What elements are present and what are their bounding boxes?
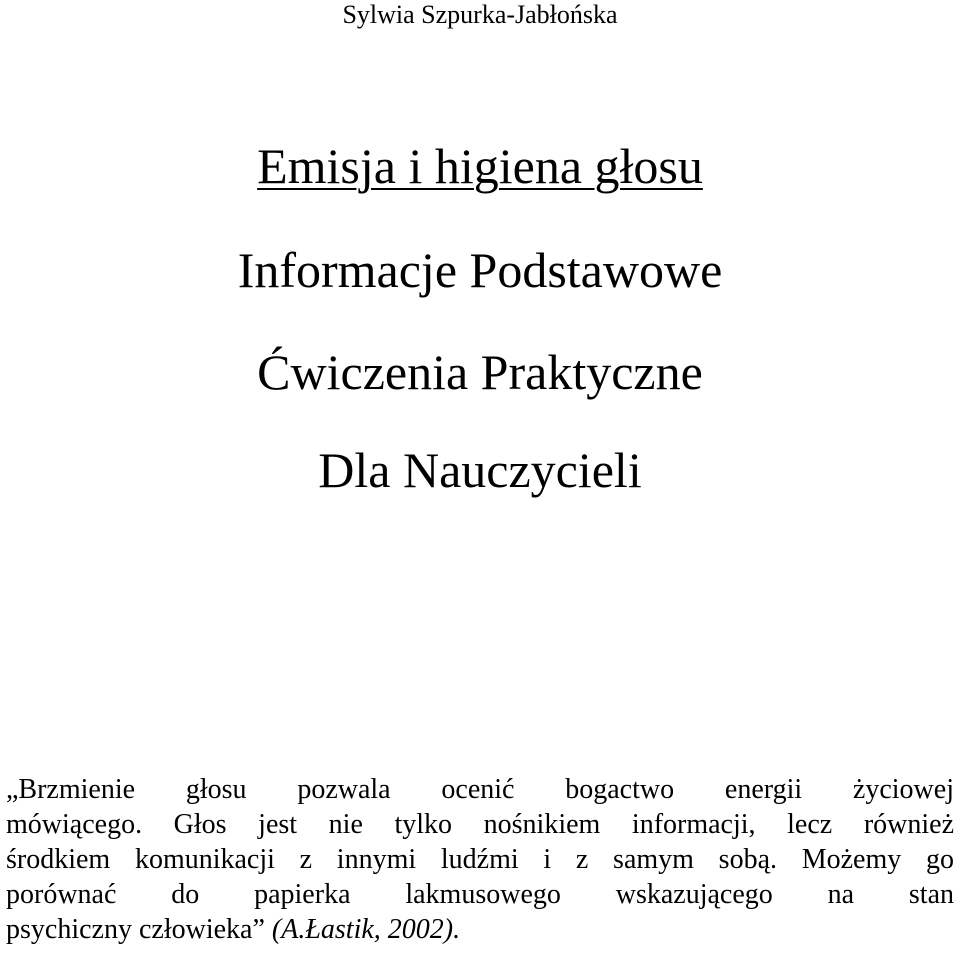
quote-line: mówiącego. Głos jest nie tylko nośnikiem informacji, lecz również (6, 809, 954, 840)
subtitle-for-teachers: Dla Nauczycieli (318, 442, 642, 498)
quote-line: środkiem komunikacji z innymi ludźmi i z samym sobą. Możemy go (6, 844, 954, 875)
quote-line: porównać do papierka lakmusowego wskazującego na stan (6, 879, 954, 910)
quote-citation: (A.Łastik, 2002). (271, 914, 461, 945)
quote-paragraph (6, 772, 954, 947)
document-title (0, 136, 960, 196)
document-title-text: Emisja i higiena głosu (257, 138, 703, 194)
author-name: Sylwia Szpurka-Jabłońska (342, 0, 618, 29)
quote-line-last (6, 912, 954, 947)
quote-line: „Brzmienie głosu pozwala ocenić bogactwo energii życiowej (6, 774, 954, 805)
subtitle-practical-exercises: Ćwiczenia Praktyczne (257, 344, 703, 400)
quote-last-line-text: psychiczny człowieka” (6, 914, 272, 945)
subtitle-basic-information: Informacje Podstawowe (237, 242, 723, 298)
